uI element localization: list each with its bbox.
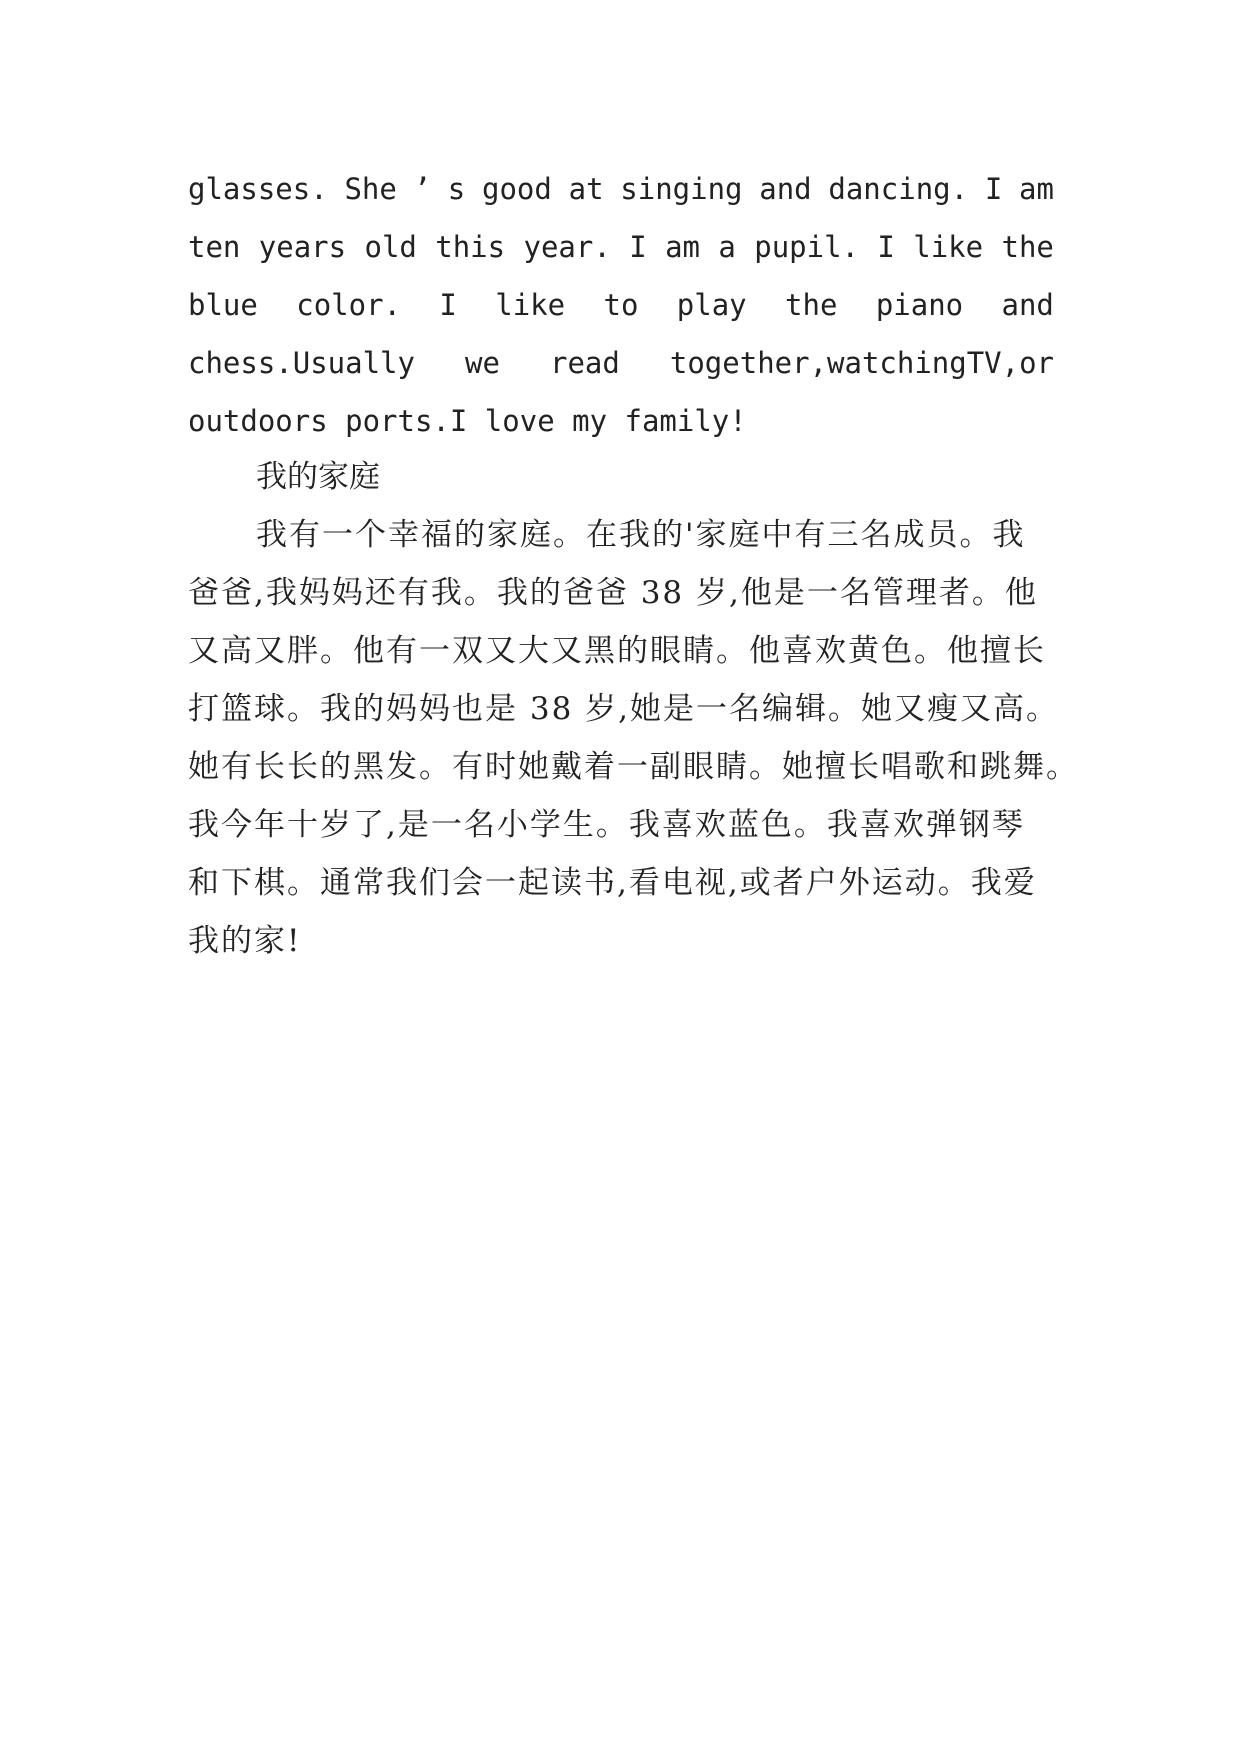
english-line-1 xyxy=(188,160,1054,218)
word: a xyxy=(718,230,736,264)
word: old xyxy=(364,230,417,264)
word: the xyxy=(1001,230,1054,264)
chinese-line-4: 打篮球。我的妈妈也是 38 岁,她是一名编辑。她又瘦又高。 xyxy=(188,691,1060,727)
chinese-line-6: 我今年十岁了,是一名小学生。我喜欢蓝色。我喜欢弹钢琴 xyxy=(188,807,1025,843)
word: glasses. xyxy=(188,172,328,206)
word: ten xyxy=(188,230,241,264)
chinese-line-2: 爸爸,我妈妈还有我。我的爸爸 38 岁,他是一名管理者。他 xyxy=(188,575,1038,611)
chinese-paragraph xyxy=(188,506,1079,970)
word: we xyxy=(465,346,500,380)
word: I xyxy=(877,230,895,264)
word: dancing. xyxy=(828,172,969,206)
word: like xyxy=(495,288,566,322)
word: I xyxy=(439,288,457,322)
word: ’ xyxy=(413,172,432,206)
word: years xyxy=(258,230,347,264)
word: I xyxy=(984,172,1003,206)
word: the xyxy=(785,288,838,322)
word: year. xyxy=(523,230,611,264)
chinese-line-8: 我的家! xyxy=(188,923,302,959)
word: like xyxy=(913,230,984,264)
word: piano xyxy=(875,288,964,322)
word: blue xyxy=(188,288,258,322)
word: good xyxy=(482,172,552,206)
english-line-3 xyxy=(188,276,1054,334)
chinese-line-5: 她有长长的黑发。有时她戴着一副眼睛。她擅长唱歌和跳舞。 xyxy=(188,749,1079,785)
chinese-line-3: 又高又胖。他有一双又大又黑的眼睛。他喜欢黄色。他擅长 xyxy=(188,633,1046,669)
word: s xyxy=(447,172,466,206)
chinese-title: 我的家庭 xyxy=(256,459,380,495)
word: together,watchingTV,or xyxy=(669,346,1054,380)
word: and xyxy=(759,172,812,206)
word: am xyxy=(665,230,700,264)
word: play xyxy=(676,288,747,322)
word: pupil. xyxy=(754,230,859,264)
english-line-5: outdoors ports.I love my family! xyxy=(188,404,747,438)
word: chess.Usually xyxy=(188,346,415,380)
word: read xyxy=(550,346,620,380)
word: color. xyxy=(296,288,401,322)
chinese-line-1: 我有一个幸福的家庭。在我的'家庭中有三名成员。我 xyxy=(256,517,1026,553)
english-line-4 xyxy=(188,334,1054,392)
word: and xyxy=(1001,288,1054,322)
word: at xyxy=(568,172,604,206)
word: She xyxy=(344,172,397,206)
chinese-line-7: 和下棋。通常我们会一起读书,看电视,或者户外运动。我爱 xyxy=(188,865,1037,901)
word: this xyxy=(435,230,506,264)
word: am xyxy=(1019,172,1054,206)
word: singing xyxy=(620,172,743,206)
english-paragraph xyxy=(188,160,1054,450)
word: I xyxy=(629,230,647,264)
word: to xyxy=(603,288,639,322)
english-line-2 xyxy=(188,218,1054,276)
